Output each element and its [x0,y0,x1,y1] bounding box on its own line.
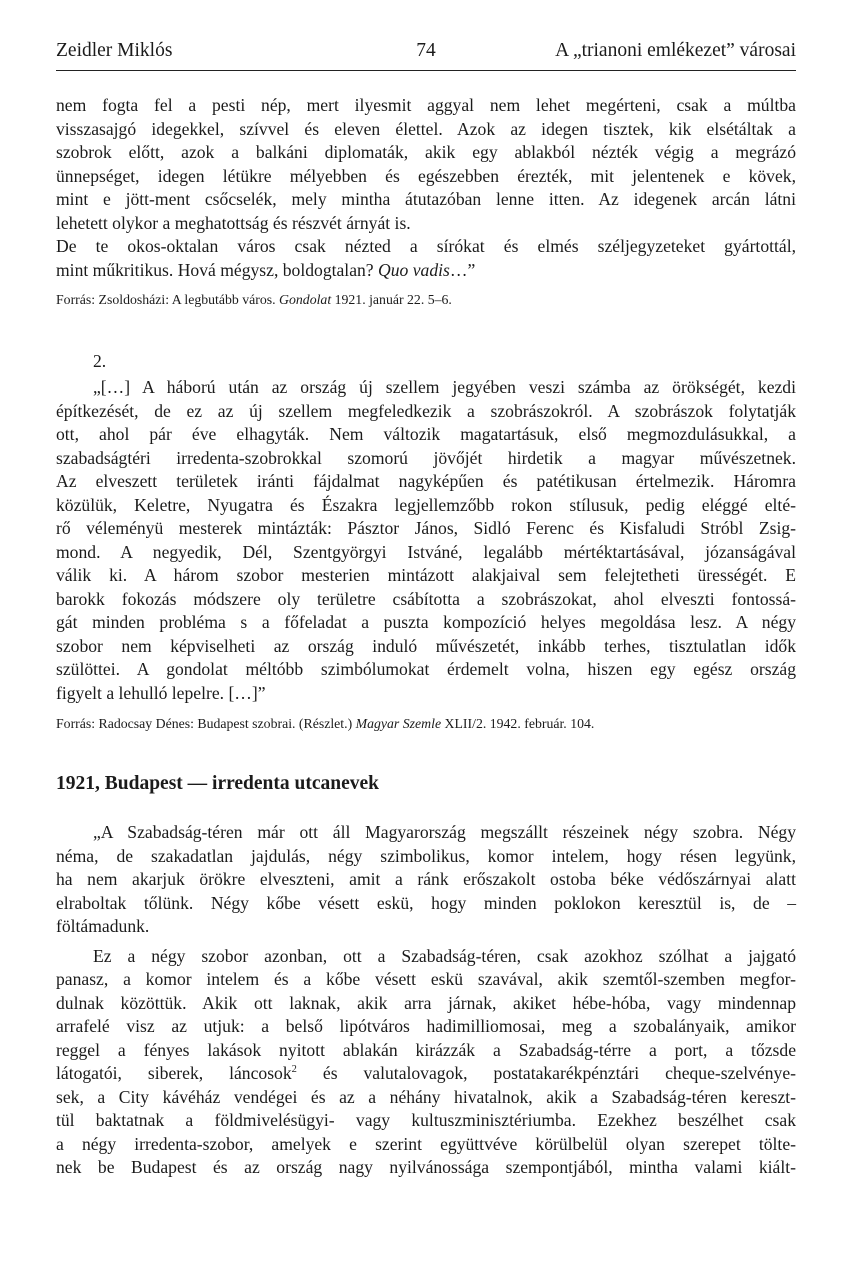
text-run: mint műkritikus. Hová mégysz, boldogtalan? [56,259,379,280]
header-page-number: 74 [416,40,436,61]
citation-text: 1921. január 22. 5–6. [331,292,452,307]
citation-journal: Magyar Szemle [355,716,442,731]
paragraph [56,821,796,939]
paragraph [56,945,796,1180]
text-run: …” [449,259,476,280]
text-line: föltámadunk. [56,916,150,936]
text-line: visszasajgó idegekkel, szívvel és eleven élettel. Azok az idegen tisztek, kik elsétáltak a [56,118,796,139]
text-line: sek, a City kávéház vendégei és az a néhány hivatalnok, akik a Szabadság-téren kereszt- [56,1086,796,1107]
text-line: szobrok előtt, azok a balkáni diplomaták, akik egy ablakból nézték végig a megrázó [56,142,796,162]
text-line [56,259,796,283]
text-line: reggel a fényes lakások nyitott ablakán kirázzák a Szabadság-térre a port, a tőzsde [56,1039,796,1060]
text-line: gát minden probléma s a főfeladat a puszta kompozíció helyes megoldása lesz. A négy [56,612,796,632]
text-line [56,1062,796,1086]
text-line: nem fogta fel a pesti nép, mert ilyesmit aggyal nem lehet megérteni, csak a múltba [56,95,796,115]
header-rule [56,70,796,71]
text-line: ünnepséget, idegen létükre mélyebben és egészebben érezték, mit jelentenek e kövek, [56,165,796,186]
citation-text: Forrás: Zsoldosházi: A legbutább város. [56,292,280,307]
quote-block-1 [56,94,796,309]
paragraph [56,376,796,705]
text-line: néma, de szakadatlan jajdulás, négy szimbolikus, komor intelem, hogy résen legyünk, [56,845,796,866]
source-citation [56,715,796,733]
text-line: építkezését, de ez az új szellem megfeledkezik a szobrászokról. A szobrászok folytatják [56,400,796,421]
text-line: barokk fokozás módszere oly területre csábította a szobrászokat, ahol elveszti fontossá- [56,588,796,609]
citation-journal: Gondolat [279,292,332,307]
text-line: arrafelé visz az utjuk: a belső lipótváros hadimilliomosai, meg a szobalányaik, amikor [56,1016,796,1036]
text-line: nek be Budapest és az ország nagy nyilvánossága szempontjából, mintha valami kiált- [56,1157,796,1177]
text-line: mond. A negyedik, Dél, Szentgyörgyi Istváné, legalább mértéktartásával, józanságával [56,541,796,562]
text-line: figyelt a lehulló lepelre. […]” [56,682,266,703]
text-line: „A Szabadság-téren már ott áll Magyarország megszállt részeinek négy szobra. Négy [93,822,796,842]
text-line: tül baktatnak a földmivelésügyi- vagy kultuszminisztériumba. Ezekhez beszélhet csak [56,1110,796,1130]
text-line: rő véleményü mesterek mintázták: Pásztor János, Sidló Ferenc és Kisfaludi Stróbl Zsig- [56,518,796,538]
source-citation [56,291,796,309]
text-run: és valutalovagok, postatakarékpénztári cheque-szelvénye- [296,1063,796,1083]
section [56,772,796,1180]
text-run: látogatói, siberek, láncosok [56,1063,292,1083]
text-line: elraboltak tőlünk. Négy kőbe vésett eskü, hogy minden poklokon keresztül is, de – [56,892,796,913]
italic-title: Quo vadis [378,259,450,280]
text-line: panasz, a komor intelem és a kőbe vésett eskü szavával, akik szemtől-szemben megfor- [56,969,796,989]
item-number: 2. [93,351,107,371]
text-line: közülük, Keletre, Nyugatra és Északra legjellemzőbb rokon stílusuk, pedig eléggé elté- [56,494,796,515]
section-heading: 1921, Budapest — irredenta utcanevek [56,773,380,794]
text-line: lehetett olykor a meghatottság és részvét árnyát is. [56,212,411,233]
citation-text: Forrás: Radocsay Dénes: Budapest szobrai. (Részlet.) [56,716,356,731]
footnote-marker[interactable]: 2 [291,1064,297,1076]
paragraph [56,235,796,282]
text-line: szülöttei. A gondolat méltóbb szimbólumokat érdemelt volna, hiszen egy egész ország [56,659,796,679]
text-line: szabadságtéri irredenta-szobrokkal szomorú jövőjét hirdetik a magyar művészetnek. [56,447,796,468]
text-line: dulnak közöttük. Akik ott laknak, akik arra járnak, akiket hébe-hóba, vagy mindennap [56,992,796,1013]
text-line: ha nem akarjuk örökre elveszteni, amit a ránk erőszakolt ostoba béke védőszárnyai alatt [56,869,796,889]
header-title: A „trianoni emlékezet” városai [555,40,796,61]
text-line: válik ki. A három szobor mesterien mintázott alakjaival sem felejtetheti ürességét. E [56,565,796,585]
text-line: Az elveszett területek iránti fájdalmat nagyképűen és patétikusan értelmezik. Háromra [56,471,796,491]
header-author: Zeidler Miklós [56,40,173,61]
text-line: szobor nem képviselheti az ország induló művészetét, inkább terhes, tisztulatlan idők [56,635,796,656]
text-line: „[…] A háború után az ország új szellem jegyében veszi számba az örökségét, kezdi [93,377,796,397]
paragraph [56,94,796,235]
text-line: De te okos-oktalan város csak nézted a sírókat és elmés széljegyzeteket gyártottál, [56,236,796,256]
text-line: Ez a négy szobor azonban, ott a Szabadság-téren, csak azokhoz szólhat a jajgató [93,945,796,966]
quote-block-2 [56,350,796,733]
text-line: a négy irredenta-szobor, amelyek e szerint együttvéve körülbelül olyan szerepet tölte- [56,1133,796,1154]
running-header [56,40,796,70]
text-line: ott, ahol pár éve elhagyták. Nem változik magatartásuk, első megmozdulásukkal, a [56,424,796,444]
text-line: mint e jött-ment csőcselék, mely mintha átutazóban lenne itten. Az idegenek arcán látni [56,189,796,209]
citation-text: XLII/2. 1942. február. 104. [441,716,595,731]
